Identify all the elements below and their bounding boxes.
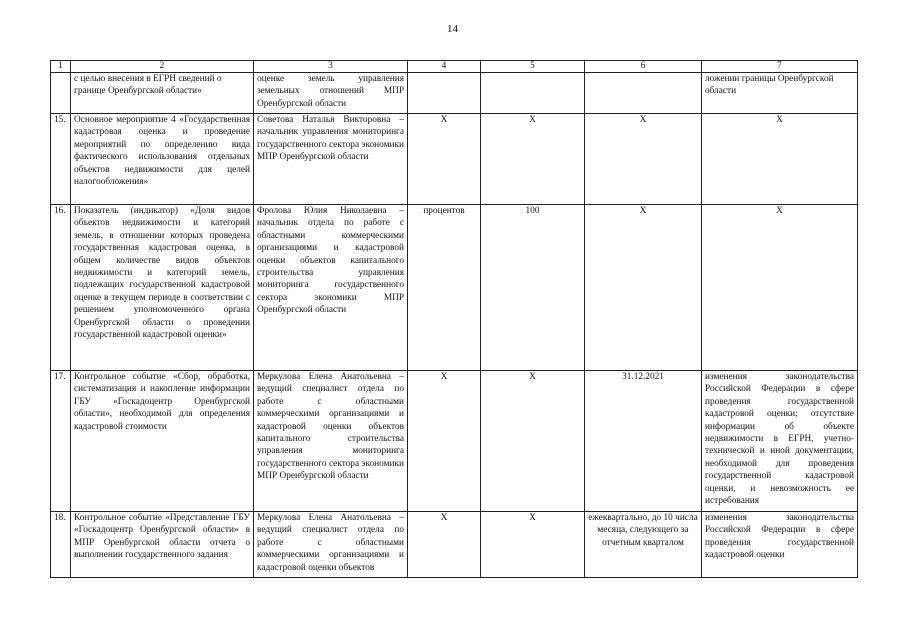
unit-cell	[408, 73, 481, 114]
row-number: 17.	[51, 371, 71, 512]
event-cell: с целью внесения в ЕГРН сведений о границе Оренбургской области»	[71, 73, 254, 114]
unit-cell: X	[408, 371, 481, 512]
row-number	[51, 73, 71, 114]
value-cell: X	[481, 371, 585, 512]
column-number: 6	[585, 61, 702, 73]
column-number: 3	[254, 61, 408, 73]
column-number: 4	[408, 61, 481, 73]
row-number: 16.	[51, 205, 71, 371]
risks-cell: изменения законодательства Российской Федерации в сфере проведения государственной кадастровой оценки; отсутствие информации об объекте недвижимости в ЕГРН, учетно-технической и иной документации, необходимой для проведения государственной кадастровой оценки, и невозможность ее истребования	[702, 371, 858, 512]
responsible-cell: Фролова Юлия Николаевна – начальник отдела по работе с областными коммерческими организациями и кадастровой оценки объектов капитального строительства управления мониторинга государственного сектора экономики МПР Оренбургской области	[254, 205, 408, 371]
column-number: 2	[71, 61, 254, 73]
deadline-cell: 31.12.2021	[585, 371, 702, 512]
column-number: 7	[702, 61, 858, 73]
event-cell: Основное мероприятие 4 «Государственная кадастровая оценка и проведение мероприятий по определению вида фактического использования отдельных объектов недвижимости для целей налогообложения»	[71, 114, 254, 205]
responsible-cell: оценке земель управления земельных отношений МПР Оренбургской области	[254, 73, 408, 114]
column-number-row	[51, 61, 858, 73]
event-cell: Контрольное событие «Представление ГБУ «Госкадоцентр Оренбургской области» в МПР Оренбургской области отчета о выполнении государственного задания	[71, 512, 254, 578]
table-row	[51, 114, 858, 205]
table-row	[51, 205, 858, 371]
deadline-cell: ежеквартально, до 10 числа месяца, следующего за отчетным кварталом	[585, 512, 702, 578]
responsible-cell: Меркулова Елена Анатольевна – ведущий специалист отдела по работе с областными коммерческими организациями и кадастровой оценки объектов	[254, 512, 408, 578]
risks-cell: изменения законодательства Российской Федерации в сфере проведения государственной кадастровой оценки	[702, 512, 858, 578]
deadline-cell: X	[585, 114, 702, 205]
responsible-cell: Меркулова Елена Анатольевна – ведущий специалист отдела по работе с областными коммерческими организациями и кадастровой оценки объектов капитального строительства управления мониторинга государственного сектора экономики МПР Оренбургской области	[254, 371, 408, 512]
column-number: 5	[481, 61, 585, 73]
risks-cell: X	[702, 114, 858, 205]
value-cell	[481, 73, 585, 114]
risks-cell: ложении границы Оренбургской области	[702, 73, 858, 114]
value-cell: 100	[481, 205, 585, 371]
row-number: 18.	[51, 512, 71, 578]
unit-cell: процентов	[408, 205, 481, 371]
plan-table	[50, 60, 858, 578]
event-cell: Контрольное событие «Сбор, обработка, систематизация и накопление информации ГБУ «Госкадоцентр Оренбургской области», необходимой для определения кадастровой стоимости	[71, 371, 254, 512]
responsible-cell: Советова Наталья Викторовна – начальник управления мониторинга государственного сектора экономики МПР Оренбургской области	[254, 114, 408, 205]
table-row	[51, 73, 858, 114]
deadline-cell	[585, 73, 702, 114]
deadline-cell: X	[585, 205, 702, 371]
table-row	[51, 512, 858, 578]
row-number: 15.	[51, 114, 71, 205]
value-cell: X	[481, 512, 585, 578]
unit-cell: X	[408, 512, 481, 578]
column-number: 1	[51, 61, 71, 73]
risks-cell: X	[702, 205, 858, 371]
event-cell: Показатель (индикатор) «Доля видов объектов недвижимости и категорий земель, в отношении которых проведена государственная кадастровая оценка, в общем количестве видов объектов недвижимости и категорий земель, подлежащих государственной кадастровой оценке в текущем периоде в соответствии с решением уполномоченного органа Оренбургской области о проведении государственной кадастровой оценки»	[71, 205, 254, 371]
unit-cell: X	[408, 114, 481, 205]
table-row	[51, 371, 858, 512]
page-number: 14	[447, 23, 458, 35]
value-cell: X	[481, 114, 585, 205]
